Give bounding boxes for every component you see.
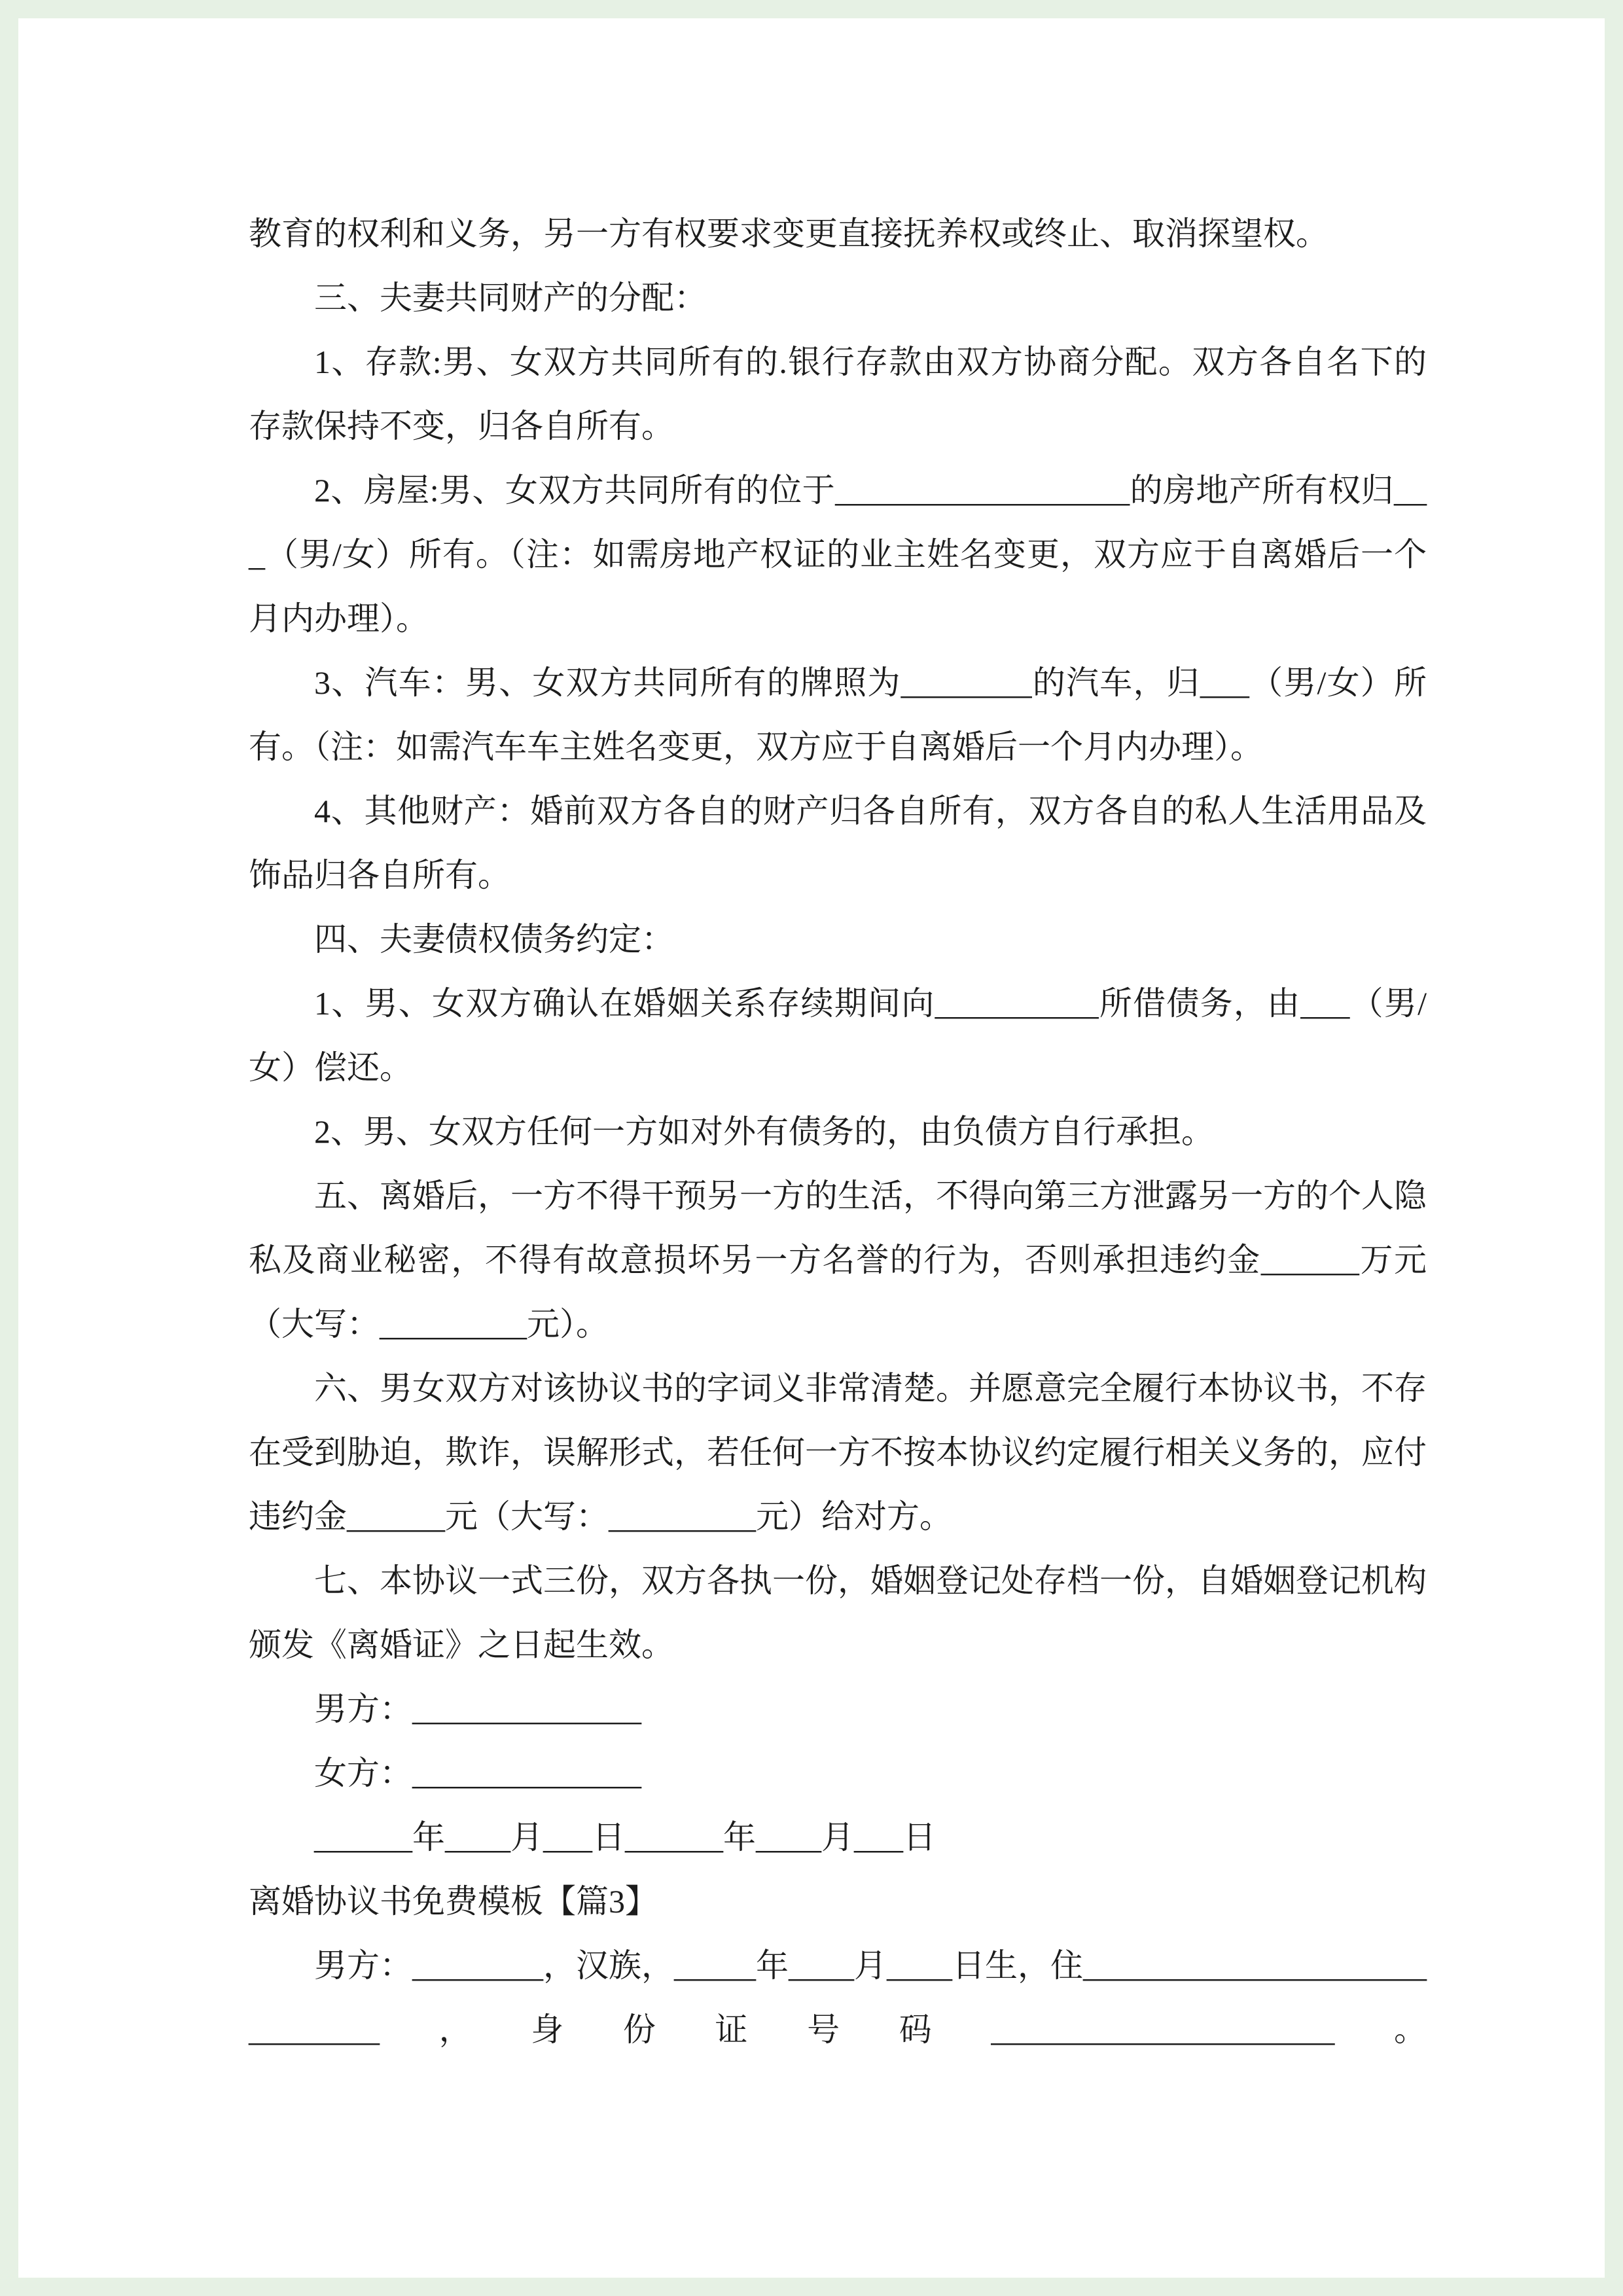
item-3-2-house: 2、房屋:男、女双方共同所有的位于__________________的房地产所有权归___（男/女）所有。（注：如需房地产权证的业主姓名变更，双方应于自离婚后一个月内办理）。 <box>249 472 1427 637</box>
section-6-breach: 六、男女双方对该协议书的字词义非常清楚。并愿意完全履行本协议书，不存在受到胁迫，欺诈，误解形式，若任何一方不按本协议约定履行相关义务的，应付违约金______元（大写：_________元）给对方。 <box>249 1370 1427 1535</box>
item-3-3-car: 3、汽车：男、女双方共同所有的牌照为________的汽车，归___（男/女）所有。（注：如需汽车车主姓名变更，双方应于自离婚后一个月内办理）。 <box>249 664 1427 765</box>
section-7-copies: 七、本协议一式三份，双方各执一份，婚姻登记处存档一份，自婚姻登记机构颁发《离婚证》之日起生效。 <box>249 1562 1427 1663</box>
template-3-heading: 离婚协议书免费模板【篇3】 <box>249 1883 658 1920</box>
wife-signature-line: 女方：______________ <box>314 1755 641 1791</box>
date-line: ______年____月___日______年____月___日 <box>314 1819 936 1856</box>
document-body <box>249 202 1427 2062</box>
item-4-2-debts: 2、男、女双方任何一方如对外有债务的，由负债方自行承担。 <box>314 1113 1214 1150</box>
section-4-heading: 四、夫妻债权债务约定： <box>314 921 674 958</box>
continuation-line: 教育的权利和义务，另一方有权要求变更直接抚养权或终止、取消探望权。 <box>249 215 1329 252</box>
section-3-heading: 三、夫妻共同财产的分配： <box>314 279 707 316</box>
item-4-1-debts: 1、男、女双方确认在婚姻关系存续期间向__________所借债务，由___（男/女）偿还。 <box>249 985 1427 1086</box>
document-paper <box>18 18 1605 2278</box>
item-3-4-other-property: 4、其他财产：婚前双方各自的财产归各自所有，双方各自的私人生活用品及饰品归各自所有。 <box>249 793 1427 893</box>
party-info-line: 男方：________，汉族，_____年____月____日生，住_____________________________，身份证号码_____________________。 <box>249 1947 1427 2048</box>
husband-signature-line: 男方：______________ <box>314 1691 641 1727</box>
section-5-privacy: 五、离婚后，一方不得干预另一方的生活，不得向第三方泄露另一方的个人隐私及商业秘密，不得有故意损坏另一方名誉的行为，否则承担违约金______万元（大写：_________元）。 <box>249 1177 1427 1342</box>
item-3-1-deposits: 1、存款:男、女双方共同所有的.银行存款由双方协商分配。双方各自名下的存款保持不变，归各自所有。 <box>249 344 1427 444</box>
